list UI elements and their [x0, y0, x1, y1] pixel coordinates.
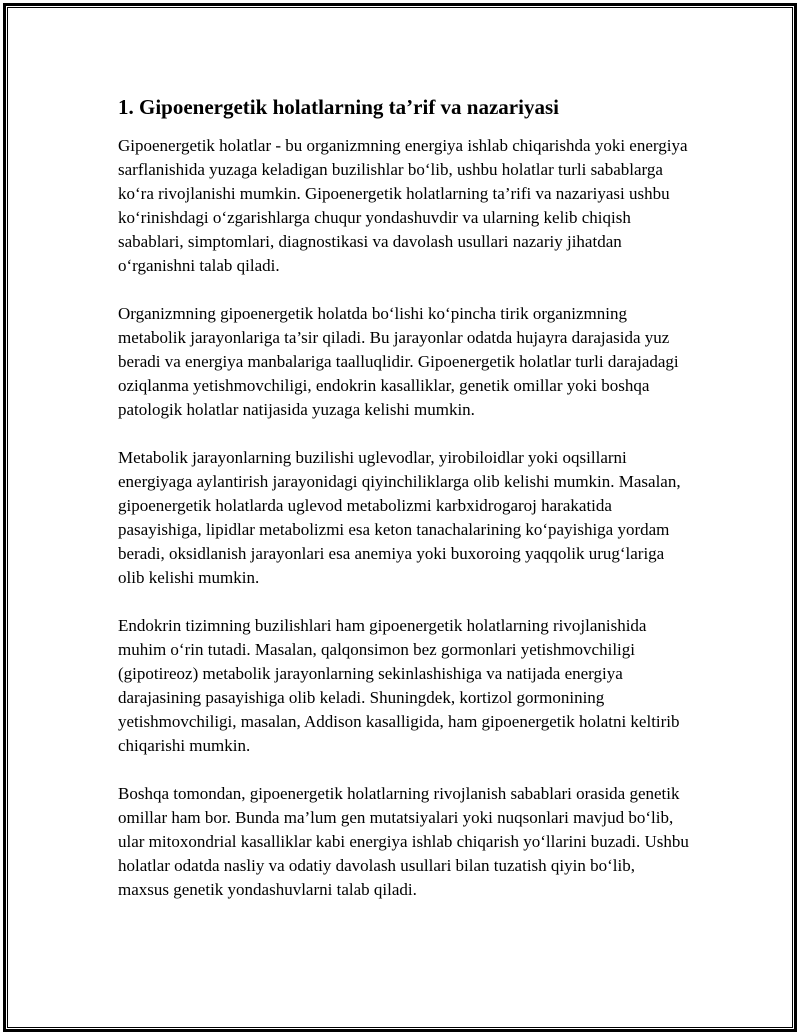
- paragraph-4: Endokrin tizimning buzilishlari ham gipoenergetik holatlarning rivojlanishida muhim o‘rin tutadi. Masalan, qalqonsimon bez gormonlari yetishmovchiligi (gipotireoz) metabolik jarayonlarning sekinlashishiga va natijada energiya darajasining pasayishiga olib keladi. Shuningdek, kortizol gormonining yetishmovchiligi, masalan, Addison kasalligida, ham gipoenergetik holatni keltirib chiqarishi mumkin.: [118, 616, 680, 755]
- paragraph-3: Metabolik jarayonlarning buzilishi uglevodlar, yirobiloidlar yoki oqsillarni energiyaga aylantirish jarayonidagi qiyinchiliklarga olib kelishi mumkin. Masalan, gipoenergetik holatlarda uglevod metabolizmi karbxidrogaroj harakatida pasayishiga, lipidlar metabolizmi esa keton tanachalarining ko‘payishiga yordam beradi, oksidlanish jarayonlari esa anemiya yoki buxoroing yaqqolik urug‘lariga olib kelishi mumkin.: [118, 448, 681, 587]
- document-body: [118, 94, 690, 926]
- paragraph-2: Organizmning gipoenergetik holatda bo‘lishi ko‘pincha tirik organizmning metabolik jarayonlariga ta’sir qiladi. Bu jarayonlar odatda hujayra darajasida yuz beradi va energiya manbalariga taalluqlidir. Gipoenergetik holatlar turli darajadagi oziqlanma yetishmovchiligi, endokrin kasalliklar, genetik omillar yoki boshqa patologik holatlar natijasida yuzaga kelishi mumkin.: [118, 304, 679, 419]
- section-heading: 1. Gipoenergetik holatlarning ta’rif va nazariyasi: [118, 95, 559, 119]
- paragraph-5: Boshqa tomondan, gipoenergetik holatlarning rivojlanish sabablari orasida genetik omillar ham bor. Bunda ma’lum gen mutatsiyalari yoki nuqsonlari mavjud bo‘lib, ular mitoxondrial kasalliklar kabi energiya ishlab chiqarish yo‘llarini buzadi. Ushbu holatlar odatda nasliy va odatiy davolash usullari bilan tuzatish qiyin bo‘lib, maxsus genetik yondashuvlarni talab qiladi.: [118, 784, 689, 899]
- paragraph-1: Gipoenergetik holatlar - bu organizmning energiya ishlab chiqarishda yoki energiya sarflanishida yuzaga keladigan buzilishlar bo‘lib, ushbu holatlar turli sabablarga ko‘ra rivojlanishi mumkin. Gipoenergetik holatlarning ta’rifi va nazariyasi ushbu ko‘rinishdagi o‘zgarishlarga chuqur yondashuvdir va ularning kelib chiqish sabablari, simptomlari, diagnostikasi va davolash usullari nazariy jihatdan o‘rganishni talab qiladi.: [118, 136, 688, 275]
